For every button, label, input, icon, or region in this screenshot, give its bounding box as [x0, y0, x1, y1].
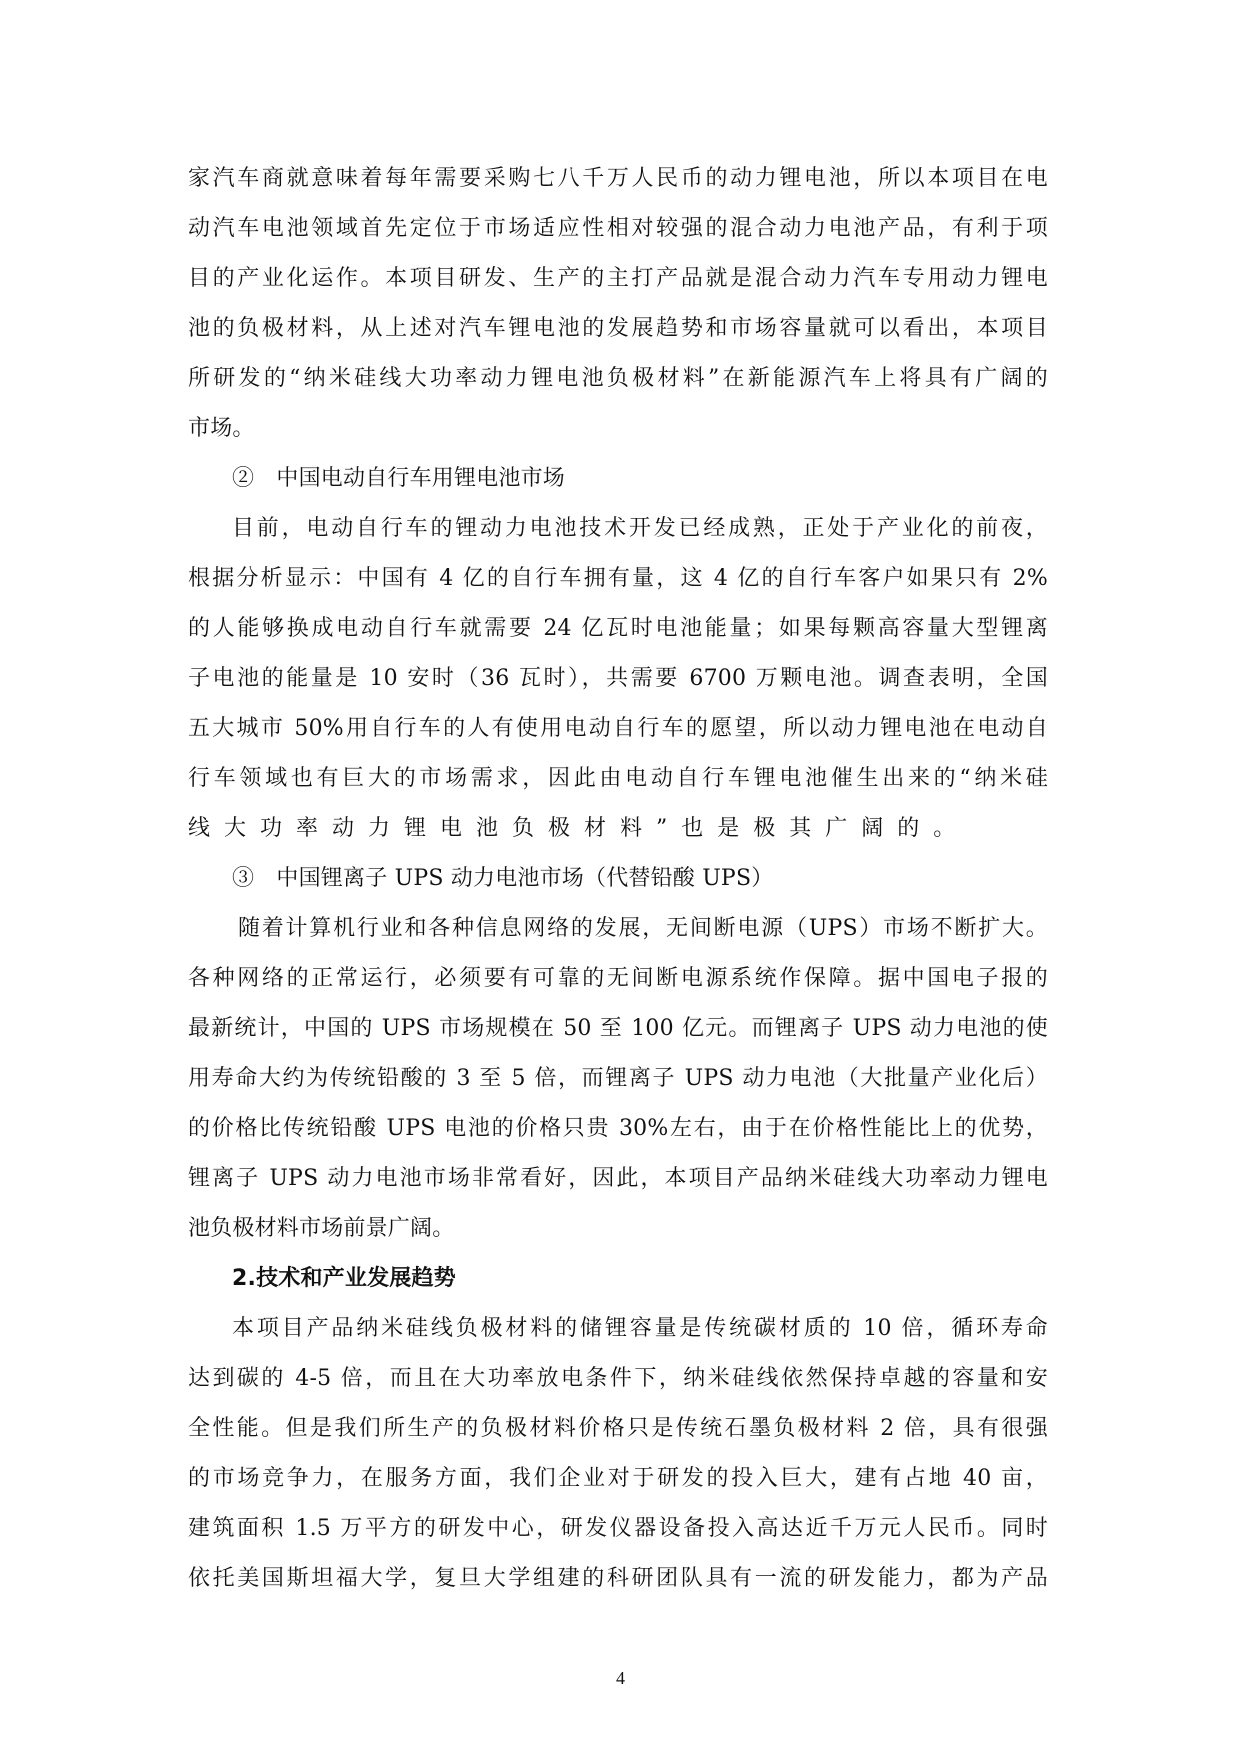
- body-line: 目前，电动自行车的锂动力电池技术开发已经成熟，正处于产业化的前夜，: [232, 516, 1048, 541]
- body-line: 各种网络的正常运行，必须要有可靠的无间断电源系统作保障。据中国电子报的: [188, 966, 1048, 991]
- body-line: 的人能够换成电动自行车就需要 24 亿瓦时电池能量；如果每颗高容量大型锂离: [188, 616, 1048, 641]
- body-line: 子电池的能量是 10 安时（36 瓦时），共需要 6700 万颗电池。调查表明，全国: [188, 666, 1048, 691]
- body-line: 行车领域也有巨大的市场需求，因此由电动自行车锂电池催生出来的“纳米硅: [188, 766, 1048, 791]
- body-line: 所研发的“纳米硅线大功率动力锂电池负极材料”在新能源汽车上将具有广阔的: [188, 366, 1048, 391]
- subsection-heading-2: ② 中国电动自行车用锂电池市场: [232, 466, 566, 491]
- body-line: 随着计算机行业和各种信息网络的发展，无间断电源（UPS）市场不断扩大。: [238, 916, 1048, 941]
- body-line: 锂离子 UPS 动力电池市场非常看好，因此，本项目产品纳米硅线大功率动力锂电: [188, 1166, 1048, 1191]
- body-line: 最新统计，中国的 UPS 市场规模在 50 至 100 亿元。而锂离子 UPS 动力电池的使: [188, 1016, 1048, 1041]
- section-heading: 2.技术和产业发展趋势: [232, 1266, 456, 1291]
- subsection-heading-3: ③ 中国锂离子 UPS 动力电池市场（代替铅酸 UPS）: [232, 866, 774, 891]
- body-line: 建筑面积 1.5 万平方的研发中心，研发仪器设备投入高达近千万元人民币。同时: [188, 1516, 1048, 1541]
- body-line: 线大功率动力锂电池负极材料”也是极其广阔的。: [188, 816, 970, 841]
- document-body: [188, 154, 1048, 1604]
- body-line: 全性能。但是我们所生产的负极材料价格只是传统石墨负极材料 2 倍，具有很强: [188, 1416, 1048, 1441]
- body-line: 家汽车商就意味着每年需要采购七八千万人民币的动力锂电池，所以本项目在电: [188, 166, 1048, 191]
- body-line: 市场。: [188, 416, 255, 441]
- body-line: 依托美国斯坦福大学，复旦大学组建的科研团队具有一流的研发能力，都为产品: [188, 1566, 1048, 1591]
- body-line: 五大城市 50%用自行车的人有使用电动自行车的愿望，所以动力锂电池在电动自: [188, 716, 1048, 741]
- body-line: 达到碳的 4-5 倍，而且在大功率放电条件下，纳米硅线依然保持卓越的容量和安: [188, 1366, 1048, 1391]
- body-line: 动汽车电池领域首先定位于市场适应性相对较强的混合动力电池产品，有利于项: [188, 216, 1048, 241]
- body-line: 池的负极材料，从上述对汽车锂电池的发展趋势和市场容量就可以看出，本项目: [188, 316, 1048, 341]
- body-line: 的市场竞争力，在服务方面，我们企业对于研发的投入巨大，建有占地 40 亩，: [188, 1466, 1048, 1491]
- body-line: 本项目产品纳米硅线负极材料的储锂容量是传统碳材质的 10 倍，循环寿命: [232, 1316, 1048, 1341]
- body-line: 池负极材料市场前景广阔。: [188, 1216, 455, 1241]
- body-line: 根据分析显示：中国有 4 亿的自行车拥有量，这 4 亿的自行车客户如果只有 2%: [188, 566, 1048, 591]
- body-line: 目的产业化运作。本项目研发、生产的主打产品就是混合动力汽车专用动力锂电: [188, 266, 1048, 291]
- body-line: 用寿命大约为传统铅酸的 3 至 5 倍，而锂离子 UPS 动力电池（大批量产业化后）: [188, 1066, 1048, 1091]
- page-number: 4: [616, 1668, 625, 1688]
- body-line: 的价格比传统铅酸 UPS 电池的价格只贵 30%左右，由于在价格性能比上的优势，: [188, 1116, 1048, 1141]
